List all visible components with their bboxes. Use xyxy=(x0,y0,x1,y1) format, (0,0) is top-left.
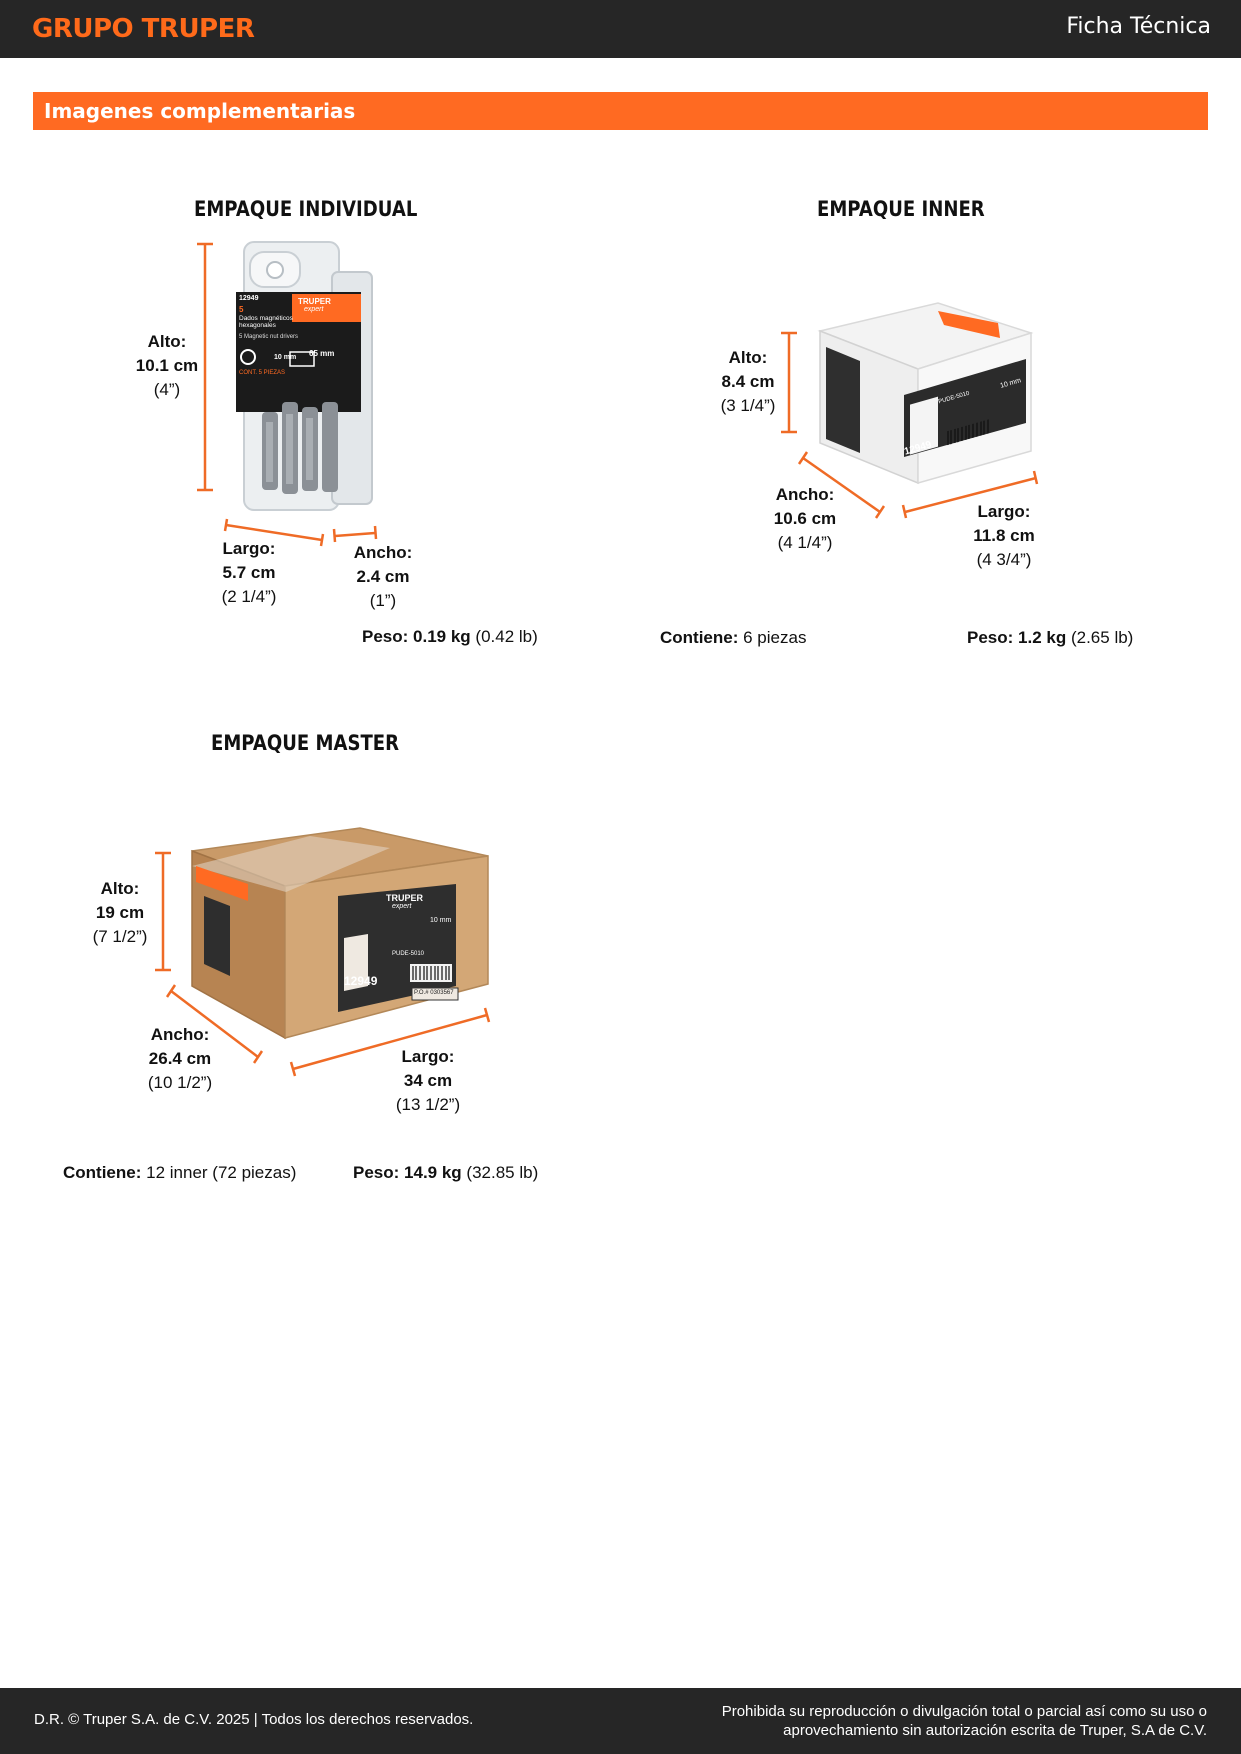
master-box-size: 10 mm xyxy=(430,917,452,924)
pack-name-en: 5 Magnetic nut drivers xyxy=(239,334,299,340)
master-box-sku: PUDE-5010 xyxy=(392,951,425,957)
pack-brand: TRUPER xyxy=(298,297,331,306)
master-box-image xyxy=(190,826,490,1041)
individual-largo-label: Largo: 5.7 cm (2 1/4”) xyxy=(221,539,277,606)
inner-peso: Peso: 1.2 kg (2.65 lb) xyxy=(967,628,1134,647)
inner-largo-label: Largo: 11.8 cm (4 3/4”) xyxy=(973,502,1035,569)
grupo-truper-logo: GRUPO TRUPER xyxy=(32,14,255,44)
individual-peso: Peso: 0.19 kg (0.42 lb) xyxy=(362,627,538,646)
pack-size: 10 mm xyxy=(274,354,297,361)
pack-qty: 5 xyxy=(239,305,244,314)
pack-name: Dados magnéticos hexagonales xyxy=(239,315,293,329)
master-alto-label: Alto: 19 cm (7 1/2”) xyxy=(92,879,148,946)
individual-ancho-label: Ancho: 2.4 cm (1”) xyxy=(353,543,413,610)
individual-alto-label: Alto: 10.1 cm (4”) xyxy=(135,332,199,399)
pack-cont: CONT. 5 PIEZAS xyxy=(239,370,286,376)
section-title: Imagenes complementarias xyxy=(44,99,356,123)
master-box-brand-sub: expert xyxy=(392,903,412,910)
inner-contiene: Contiene: 6 piezas xyxy=(660,628,807,647)
inner-box-code: 12949 xyxy=(903,439,933,458)
footer-bar xyxy=(0,1688,1241,1754)
inner-ancho-label: Ancho: 10.6 cm (4 1/4”) xyxy=(773,485,837,552)
inner-box-size: 10 mm xyxy=(999,377,1022,390)
footer-legal: Prohibida su reproducción o divulgación total o parcial así como su uso o aprovechamiento sin autorización escrita de Truper, S.A de C.V. xyxy=(721,1703,1207,1739)
master-peso: Peso: 14.9 kg (32.85 lb) xyxy=(353,1163,539,1182)
inner-title: EMPAQUE INNER xyxy=(817,197,985,221)
master-title: EMPAQUE MASTER xyxy=(211,731,400,755)
footer-copyright: D.R. © Truper S.A. de C.V. 2025 | Todos los derechos reservados. xyxy=(34,1711,474,1728)
pack-length: 65 mm xyxy=(309,349,335,358)
master-contiene: Contiene: 12 inner (72 piezas) xyxy=(63,1163,297,1182)
document-title: Ficha Técnica xyxy=(1066,14,1211,39)
pack-code: 12949 xyxy=(239,295,259,302)
master-box-code: 12949 xyxy=(344,974,378,988)
master-box-brand: TRUPER xyxy=(386,893,424,903)
inner-alto-label: Alto: 8.4 cm (3 1/4”) xyxy=(720,348,776,415)
master-ancho-label: Ancho: 26.4 cm (10 1/2”) xyxy=(147,1025,213,1092)
inner-box-sku: PUDE-5010 xyxy=(937,390,971,406)
master-largo-label: Largo: 34 cm (13 1/2”) xyxy=(395,1047,461,1114)
pack-brand-sub: expert xyxy=(304,306,324,313)
master-box-po: P.O.# 0303567 xyxy=(414,990,454,996)
individual-title: EMPAQUE INDIVIDUAL xyxy=(194,197,418,221)
